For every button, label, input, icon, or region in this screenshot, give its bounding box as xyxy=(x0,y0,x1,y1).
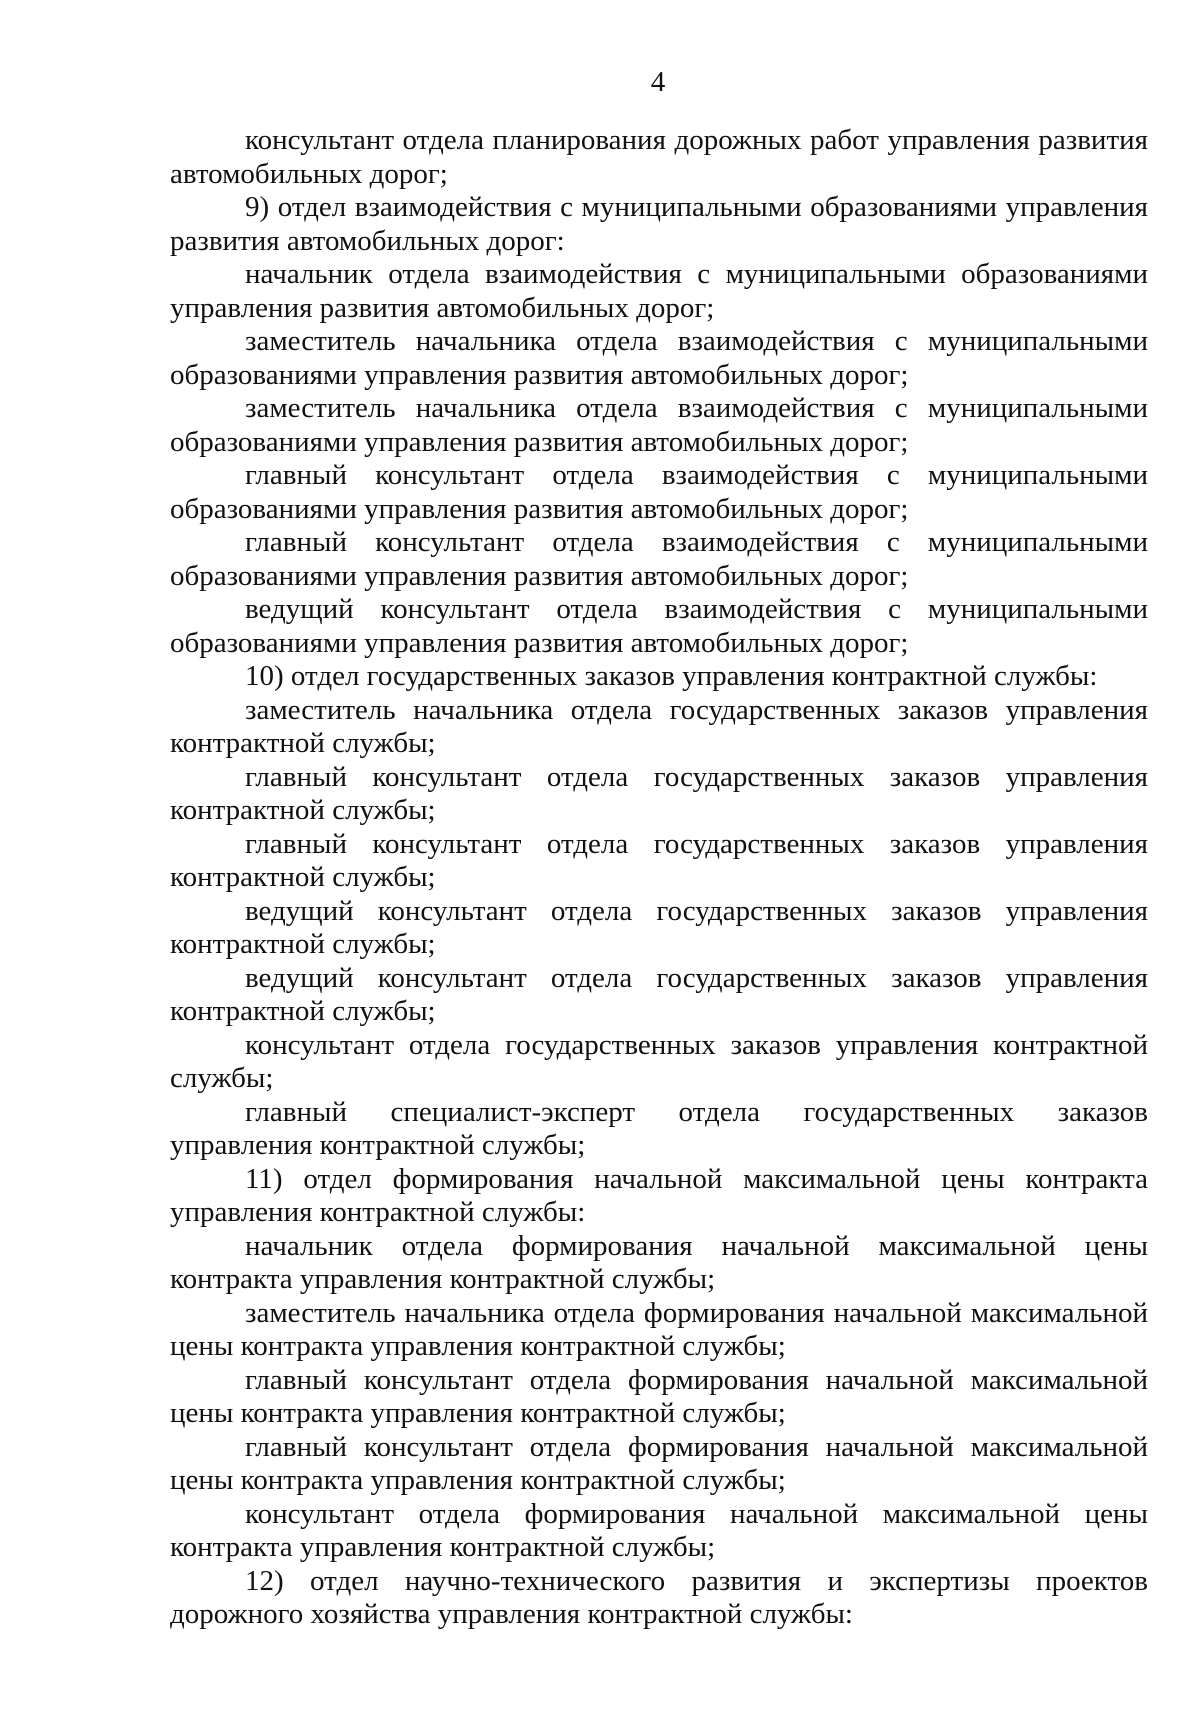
paragraph: консультант отдела формирования начальной максимальной цены контракта управления контрактной службы; xyxy=(170,1497,1148,1563)
paragraph: начальник отдела взаимодействия с муниципальными образованиями управления развития автомобильных дорог; xyxy=(170,258,1148,324)
paragraph: главный консультант отдела формирования начальной максимальной цены контракта управления контрактной службы; xyxy=(170,1430,1148,1496)
paragraph: главный специалист-эксперт отдела государственных заказов управления контрактной службы; xyxy=(170,1095,1148,1161)
paragraph: ведущий консультант отдела государственных заказов управления контрактной службы; xyxy=(170,961,1148,1027)
paragraph: главный консультант отдела взаимодействия с муниципальными образованиями управления развития автомобильных дорог; xyxy=(170,459,1148,525)
paragraph: ведущий консультант отдела государственных заказов управления контрактной службы; xyxy=(170,894,1148,960)
paragraph: главный консультант отдела формирования начальной максимальной цены контракта управления контрактной службы; xyxy=(170,1363,1148,1429)
page-number: 4 xyxy=(650,66,666,98)
paragraph: начальник отдела формирования начальной максимальной цены контракта управления контрактной службы; xyxy=(170,1229,1148,1295)
section-heading-12: 12) отдел научно-технического развития и экспертизы проектов дорожного хозяйства управления контрактной службы: xyxy=(170,1564,1148,1630)
document-body xyxy=(170,124,1148,1632)
paragraph: консультант отдела государственных заказов управления контрактной службы; xyxy=(170,1028,1148,1094)
paragraph: главный консультант отдела государственных заказов управления контрактной службы; xyxy=(170,827,1148,893)
paragraph: главный консультант отдела взаимодействия с муниципальными образованиями управления развития автомобильных дорог; xyxy=(170,526,1148,592)
paragraph: консультант отдела планирования дорожных работ управления развития автомобильных дорог; xyxy=(170,124,1148,190)
paragraph: главный консультант отдела государственных заказов управления контрактной службы; xyxy=(170,760,1148,826)
section-heading-10: 10) отдел государственных заказов управления контрактной службы: xyxy=(245,660,1098,692)
paragraph: заместитель начальника отдела формирования начальной максимальной цены контракта управления контрактной службы; xyxy=(170,1296,1148,1362)
paragraph: заместитель начальника отдела взаимодействия с муниципальными образованиями управления развития автомобильных дорог; xyxy=(170,392,1148,458)
paragraph: ведущий консультант отдела взаимодействия с муниципальными образованиями управления развития автомобильных дорог; xyxy=(170,593,1148,659)
section-heading-9: 9) отдел взаимодействия с муниципальными образованиями управления развития автомобильных дорог: xyxy=(170,191,1148,257)
paragraph: заместитель начальника отдела взаимодействия с муниципальными образованиями управления развития автомобильных дорог; xyxy=(170,325,1148,391)
section-heading-11: 11) отдел формирования начальной максимальной цены контракта управления контрактной службы: xyxy=(170,1162,1148,1228)
paragraph: заместитель начальника отдела государственных заказов управления контрактной службы; xyxy=(170,693,1148,759)
